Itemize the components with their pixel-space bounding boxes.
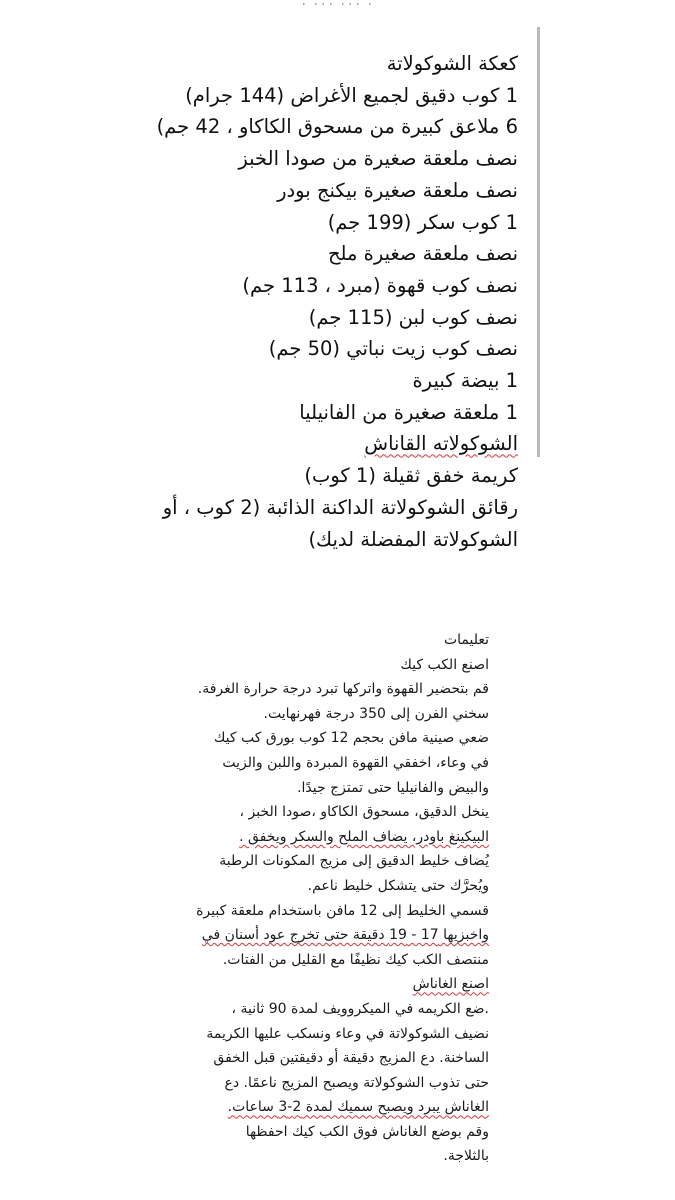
instruction-line: ضعي صينية مافن بحجم 12 كوب بورق كب كيك [213, 730, 489, 747]
ingredient-item: 1 ملعقة صغيرة من الفانيليا [299, 400, 518, 424]
instruction-line [159, 923, 489, 948]
instruction-line-text: واخبزيها 17 - 19 دقيقة حتى تخرج عود أسنان في [201, 927, 489, 944]
instruction-line [159, 1095, 489, 1120]
ganache-title [78, 428, 518, 460]
ingredient-item: 1 كوب دقيق لجميع الأغراض (144 جرام) [185, 83, 518, 107]
ganache-item: كريمة خفق ثقيلة (1 كوب) [304, 464, 518, 488]
cupcake-section-title: اصنع الكب كيك [400, 656, 489, 673]
instruction-line: ويُحرَّك حتى يتشكل خليط ناعم. [307, 877, 489, 894]
instructions-section [159, 628, 489, 1169]
ganache-title-text: الشوكولاته القاناش [364, 432, 518, 456]
ingredients-title: كعكة الشوكولاتة [386, 52, 518, 75]
instruction-line: في وعاء، اخفقي القهوة المبردة واللبن والزيت [222, 754, 489, 771]
instruction-line: حتى تذوب الشوكولاتة ويصبح المزيج ناعمًا. دع [224, 1074, 489, 1091]
instruction-line: بالثلاجة. [443, 1148, 489, 1165]
instruction-line [159, 825, 489, 850]
instruction-line: قم بتحضير القهوة واتركها تبرد درجة حرارة الغرفة. [197, 681, 489, 698]
ingredient-item: 1 كوب سكر (199 جم) [327, 210, 518, 234]
ganache-section-title-text: اصنع الغاناش [412, 976, 489, 993]
ingredients-section [78, 48, 518, 555]
instruction-line: منتصف الكب كيك نظيفًا مع القليل من الفتات. [222, 951, 489, 968]
instruction-line: .ضع الكريمه في الميكروويف لمدة 90 ثانية ، [231, 1000, 489, 1017]
ingredient-item: نصف كوب قهوة (مبرد ، 113 جم) [242, 273, 518, 297]
instruction-line: الساخنة. دع المزيج دقيقة أو دقيقتين قبل الخفق [213, 1050, 489, 1067]
instruction-line: قسمي الخليط إلى 12 مافن باستخدام ملعقة كبيرة [196, 902, 489, 919]
ingredient-item: نصف ملعقة صغيرة من صودا الخبز [238, 147, 518, 171]
instructions-title: تعليمات [443, 632, 489, 648]
instruction-line-text: البيكينغ باودر، يضاف الملح والسكر ويخفق . [239, 828, 489, 845]
instruction-line: وقم بوضع الغاناش فوق الكب كيك احفظها [245, 1123, 489, 1140]
ganache-section-title [159, 972, 489, 997]
cropped-top-text: ٠ ٠٠٠ ٠٠٠ ٠ [300, 0, 374, 10]
scroll-indicator [537, 27, 540, 457]
instruction-line: يُضاف خليط الدقيق إلى مزيج المكونات الرطبة [219, 853, 489, 870]
instruction-line-text: الغاناش يبرد ويصبح سميك لمدة 2-3 ساعات. [227, 1099, 489, 1116]
ingredient-item: نصف كوب لبن (115 جم) [308, 305, 518, 329]
instruction-line: نضيف الشوكولاتة في وعاء ونسكب عليها الكريمة [206, 1025, 489, 1042]
instruction-line: سخني الفرن إلى 350 درجة فهرنهايت. [263, 705, 489, 722]
ingredient-item: نصف ملعقة صغيرة بيكنج بودر [277, 178, 518, 202]
ingredient-item: 6 ملاعق كبيرة من مسحوق الكاكاو ، 42 جم) [156, 115, 518, 139]
ingredient-item: نصف كوب زيت نباتي (50 جم) [268, 337, 518, 361]
ganache-item: رقائق الشوكولاتة الداكنة الذائبة (2 كوب ، أو الشوكولاتة المفضلة لديك) [162, 495, 518, 551]
ingredient-item: نصف ملعقة صغيرة ملح [327, 242, 518, 266]
instruction-line: ينخل الدقيق، مسحوق الكاكاو ،صودا الخبز ، [239, 804, 489, 821]
ingredient-item: 1 بيضة كبيرة [412, 369, 518, 393]
instruction-line: والبيض والفانيليا حتى تمتزج جيدًا. [297, 779, 489, 796]
